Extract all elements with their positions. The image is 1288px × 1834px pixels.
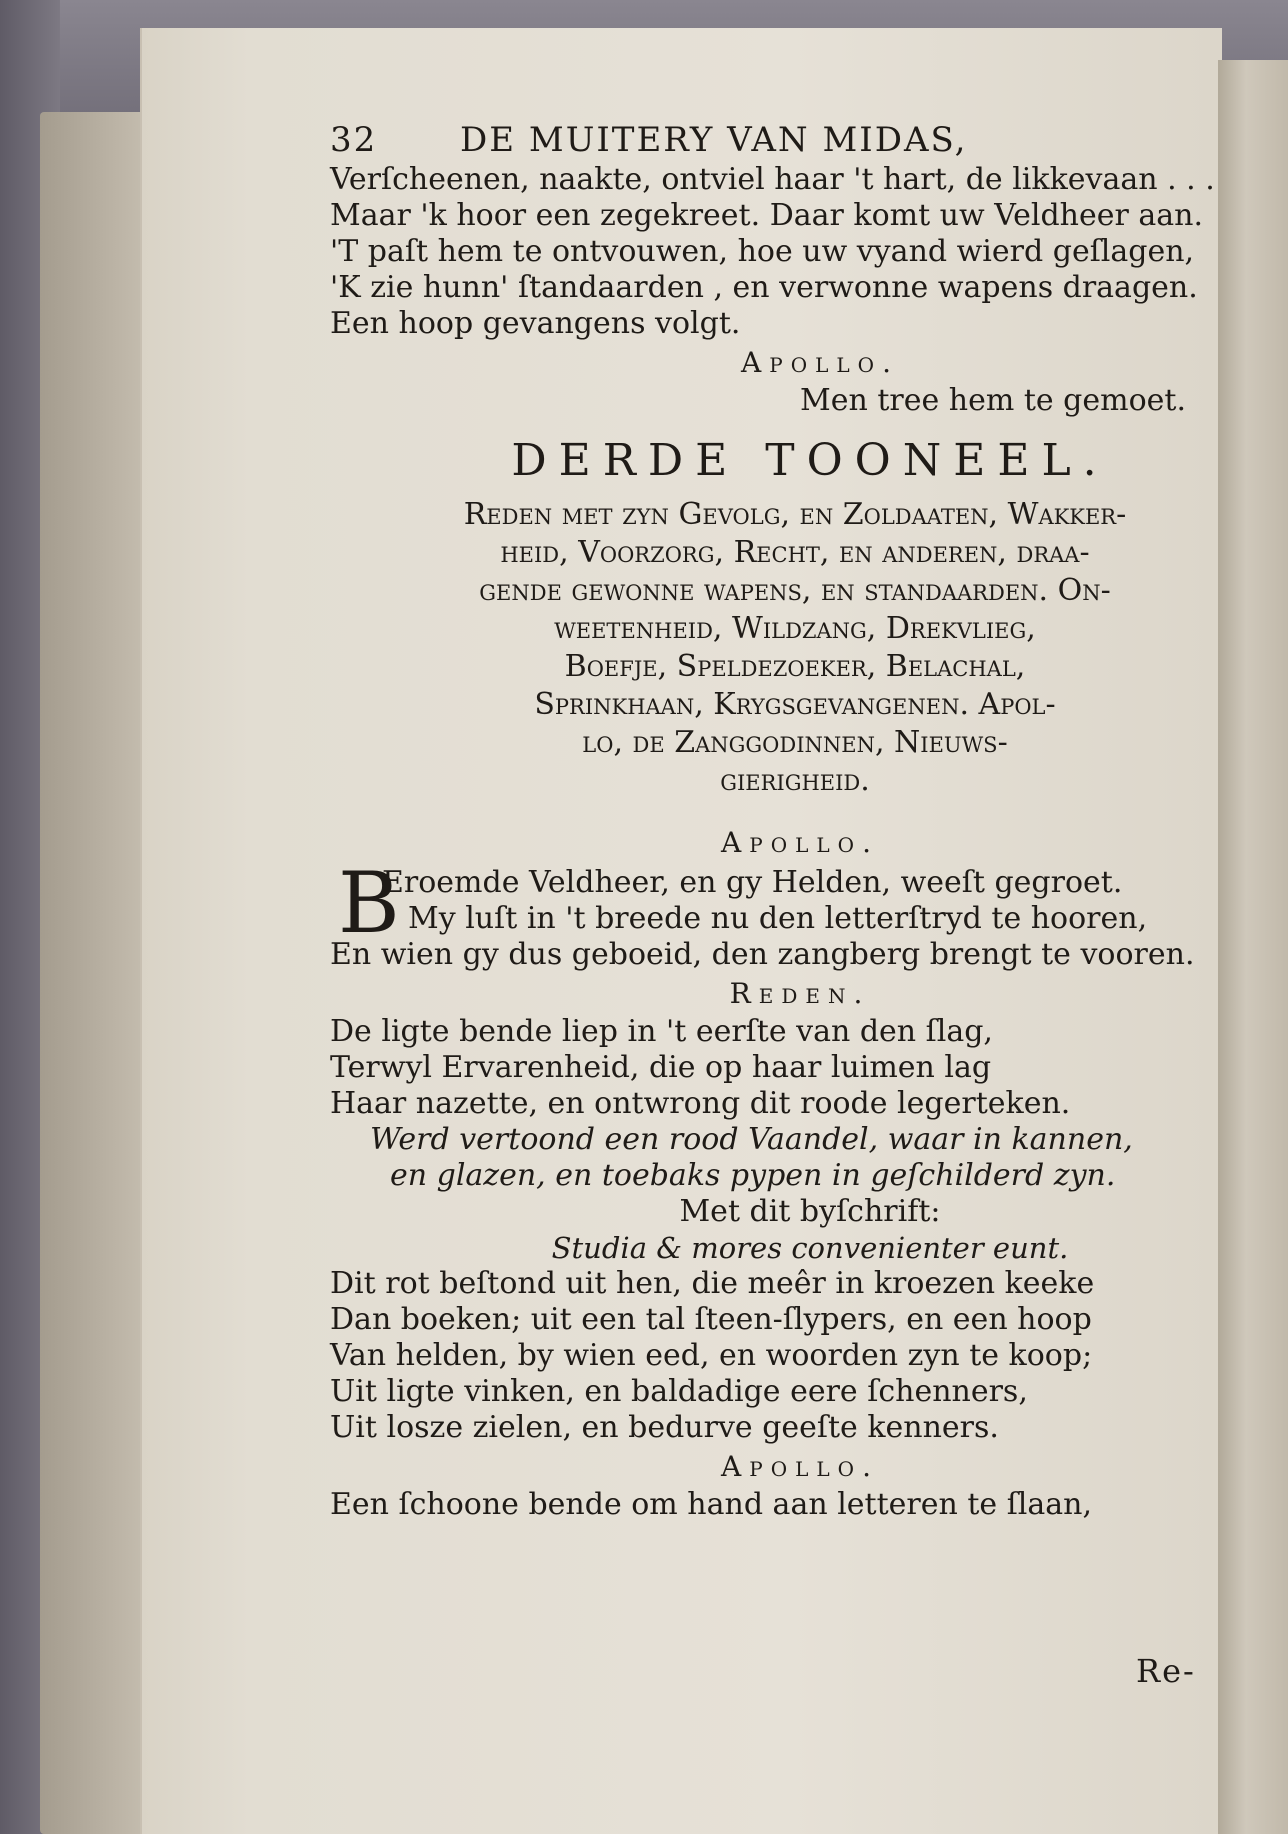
speaker-name: Apollo. (721, 1450, 879, 1483)
apollo-speech (330, 854, 1230, 952)
dramatis-line: gende gewonne wapens, en ſtandaarden. On- (479, 573, 1111, 608)
verse-line: Een hoop gevangens volgt. (330, 306, 741, 341)
dramatis-line: Reden met zyn Gevolg, en Zoldaaten, Wakker- (463, 497, 1127, 532)
verse-line: Een ſchoone bende om hand aan letteren te ſlaan, (330, 1487, 1093, 1522)
verse-line: Haar nazette, en ontwrong dit roode legerteken. (330, 1086, 1071, 1121)
speaker-name: Reden. (729, 977, 871, 1010)
stage-direction: en glazen, en toebaks pypen in geſchilderd zyn. (390, 1158, 1116, 1193)
dramatis-line: Boefje, Speldezoeker, Belachal, (564, 649, 1026, 684)
verse-line: En wien gy dus geboeid, den zangberg brengt te vooren. (330, 937, 1195, 972)
dramatis-line: weetenheid, Wildzang, Drekvlieg, (554, 611, 1036, 646)
verse-line: Uit losze zielen, en bedurve geeſte kenners. (330, 1410, 999, 1445)
verse-line: Uit ligte vinken, en baldadige eere ſchenners, (330, 1374, 1028, 1409)
scene-title: DERDE TOONEEL. (511, 435, 1109, 486)
dramatis-line: lo, de Zanggodinnen, Nieuws- (582, 725, 1008, 760)
verse-line: De ligte bende liep in 't eerſte van den ſlag, (330, 1014, 993, 1049)
verse-line: Dit rot beſtond uit hen, die meêr in kroezen keeke (330, 1266, 1095, 1301)
verse-line: Men tree hem te gemoet. (800, 383, 1186, 418)
verse-line: Dan boeken; uit een tal ſteen-ſlypers, en een hoop (330, 1302, 1092, 1337)
speaker-name: Apollo. (741, 346, 899, 379)
dramatis-line: gierigheid. (720, 763, 870, 798)
inscription: Studia & mores convenienter eunt. (551, 1231, 1069, 1265)
verse-line: Eroemde Veldheer, en gy Helden, weeſt gegroet. (382, 865, 1123, 900)
verse-line: My luſt in 't breede nu den letterſtryd te hooren, (408, 901, 1148, 936)
running-title: DE MUITERY VAN MIDAS, (460, 120, 968, 160)
verse-line: Van helden, by wien eed, en woorden zyn te koop; (330, 1338, 1093, 1373)
drop-cap: B (338, 854, 400, 952)
catchword: Re- (1136, 1652, 1196, 1690)
dramatis-personae (330, 496, 1230, 800)
verse-line: Maar 'k hoor een zegekreet. Daar komt uw Veldheer aan. (330, 198, 1204, 233)
running-head (330, 120, 1230, 160)
stage-direction: Werd vertoond een rood Vaandel, waar in kannen, (370, 1122, 1133, 1157)
verse-line: 'K zie hunn' ſtandaarden , en verwonne wapens draagen. (330, 270, 1198, 305)
verse-line: Terwyl Ervarenheid, die op haar luimen lag (330, 1050, 992, 1085)
page-number: 32 (330, 120, 378, 160)
page-text (330, 120, 1230, 1523)
inscription-intro: Met dit byſchrift: (679, 1194, 941, 1229)
dramatis-line: heid, Voorzorg, Recht, en anderen, draa- (500, 535, 1090, 570)
dramatis-line: Sprinkhaan, Krygsgevangenen. Apol- (534, 687, 1056, 722)
verse-line: 'T paſt hem te ontvouwen, hoe uw vyand wierd geſlagen, (330, 234, 1195, 269)
verse-line: Verſcheenen, naakte, ontviel haar 't hart, de likkevaan . . . (330, 162, 1215, 197)
speaker-name: Apollo. (721, 826, 879, 859)
